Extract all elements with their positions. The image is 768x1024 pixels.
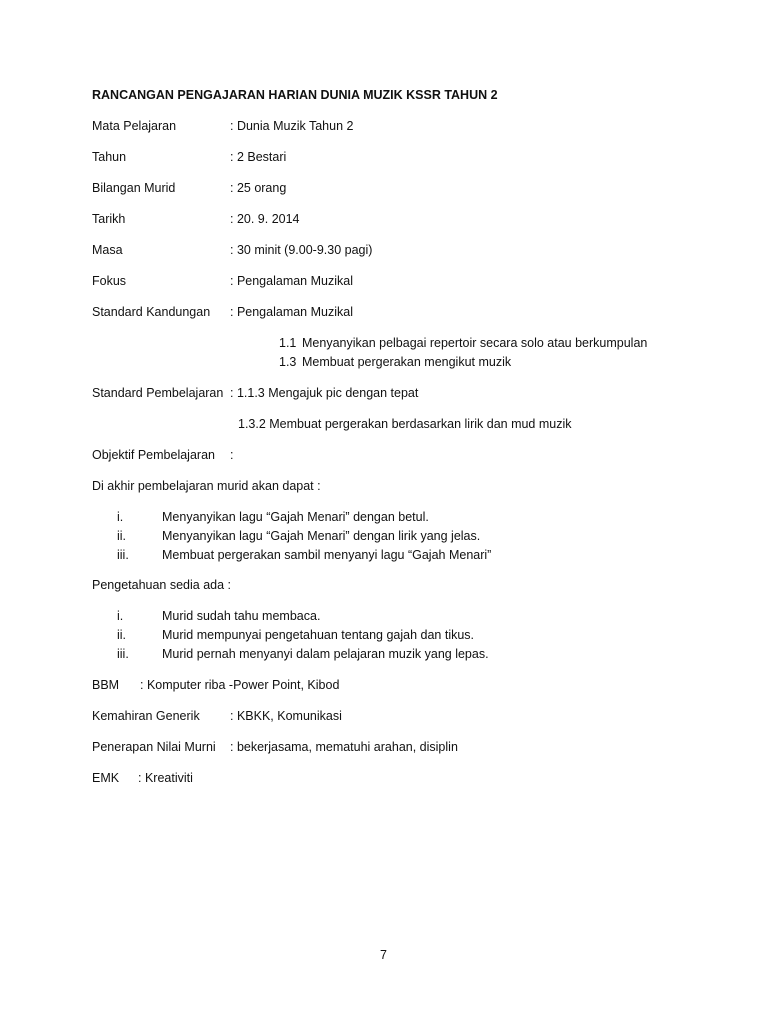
field-label: Mata Pelajaran — [92, 119, 177, 133]
list-item-text: Membuat pergerakan mengikut muzik — [302, 355, 512, 369]
field-label: Tahun — [92, 150, 127, 164]
field-value: : Pengalaman Muzikal — [230, 274, 353, 288]
field-value: : Dunia Muzik Tahun 2 — [230, 119, 354, 133]
list-item-text: Menyanyikan lagu “Gajah Menari” dengan lirik yang jelas. — [162, 529, 481, 543]
page-number: 7 — [380, 948, 387, 962]
list-item-text: Membuat pergerakan sambil menyanyi lagu “Gajah Menari” — [162, 548, 492, 562]
field-value: : 30 minit (9.00-9.30 pagi) — [230, 243, 373, 257]
list-item-number: i. — [117, 609, 124, 623]
field-label: Objektif Pembelajaran — [92, 448, 215, 462]
list-item-number: ii. — [117, 628, 127, 642]
list-item-number: iii. — [117, 548, 129, 562]
field-value: : 2 Bestari — [230, 150, 287, 164]
list-item-text: Murid pernah menyanyi dalam pelajaran muzik yang lepas. — [162, 647, 489, 661]
list-item-number: 1.1 — [279, 336, 297, 350]
field-label: Tarikh — [92, 212, 126, 226]
document-title: RANCANGAN PENGAJARAN HARIAN DUNIA MUZIK KSSR TAHUN 2 — [92, 88, 498, 102]
field-label: BBM — [92, 678, 120, 692]
field-value: : KBKK, Komunikasi — [230, 709, 342, 723]
field-value: : 1.1.3 Mengajuk pic dengan tepat — [230, 386, 419, 400]
list-item-number: iii. — [117, 647, 129, 661]
list-item-text: Menyanyikan lagu “Gajah Menari” dengan betul. — [162, 510, 429, 524]
field-label: Penerapan Nilai Murni — [92, 740, 216, 754]
field-value: : bekerjasama, mematuhi arahan, disiplin — [230, 740, 458, 754]
list-item-text: Murid mempunyai pengetahuan tentang gajah dan tikus. — [162, 628, 475, 642]
field-label: EMK — [92, 771, 120, 785]
list-item-number: 1.3 — [279, 355, 297, 369]
pengetahuan-label: Pengetahuan sedia ada : — [92, 578, 232, 592]
list-item-text: Murid sudah tahu membaca. — [162, 609, 321, 623]
field-label: Fokus — [92, 274, 127, 288]
objectives-intro: Di akhir pembelajaran murid akan dapat : — [92, 479, 321, 493]
field-value: : Pengalaman Muzikal — [230, 305, 353, 319]
field-value: : Komputer riba -Power Point, Kibod — [140, 678, 340, 692]
field-label: Bilangan Murid — [92, 181, 176, 195]
list-item-number: i. — [117, 510, 124, 524]
field-label: Masa — [92, 243, 123, 257]
list-item-number: ii. — [117, 529, 127, 543]
field-value: : Kreativiti — [138, 771, 193, 785]
list-item-text: Menyanyikan pelbagai repertoir secara solo atau berkumpulan — [302, 336, 648, 350]
field-label: Standard Kandungan — [92, 305, 211, 319]
field-value-second: 1.3.2 Membuat pergerakan berdasarkan lirik dan mud muzik — [238, 417, 572, 431]
field-value: : 20. 9. 2014 — [230, 212, 300, 226]
field-value: : 25 orang — [230, 181, 287, 195]
field-label: Standard Pembelajaran — [92, 386, 224, 400]
field-value: : — [230, 448, 234, 462]
field-label: Kemahiran Generik — [92, 709, 200, 723]
